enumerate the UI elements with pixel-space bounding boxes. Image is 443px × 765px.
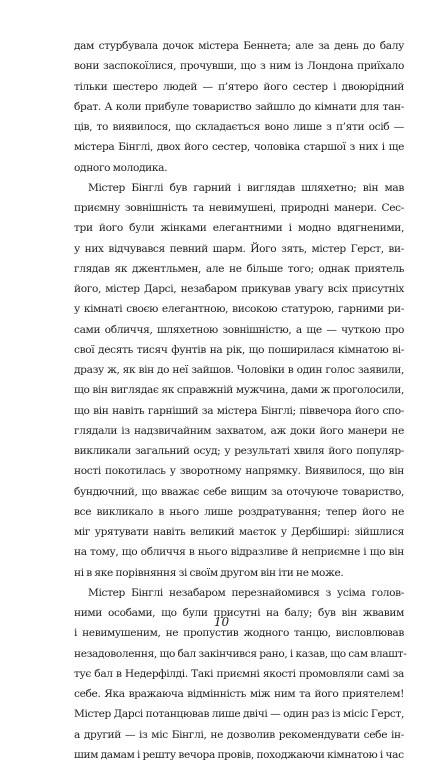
text-line: тільки шестеро людей — п’ятеро його сестер і двоюрідний: [74, 80, 404, 93]
text-line: викликали загальний осуд; у результаті хвиля його популяр-: [74, 445, 404, 457]
text-line: Містер Дарсі потанцював лише двічі — один раз із місіс Герст,: [74, 708, 404, 721]
text-line: Містер Бінглі незабаром перезнайомився з усіма голов-: [88, 586, 404, 599]
text-line: ні в яке порівняння зі своїм другом він іти не може.: [74, 566, 344, 579]
text-line: у кімнаті своєю елегантною, високою статурою, гарними ри-: [74, 303, 404, 316]
page-number: 10: [213, 615, 230, 629]
text-line: вони заспокоїлися, прочувши, що з ним із Лондона приїхало: [74, 60, 404, 73]
text-line: приємну зовнішність та невимушені, природні манери. Сес-: [74, 202, 404, 214]
text-line: на тому, що обличчя в нього відразливе й неприємне і що він: [74, 546, 404, 559]
text-line: дразу ж, як він до неї зайшов. Чоловіки в один голос заявили,: [74, 364, 404, 376]
text-line: ності покотилась у зворотному напрямку. Виявилося, що він: [74, 465, 404, 478]
text-line: сами обличчя, шляхетною зовнішністю, а ще — чуткою про: [74, 323, 404, 336]
text-line: у них відчувався певний шарм. Його зять, містер Герст, ви-: [74, 242, 404, 255]
text-line: брат. А коли прибуле товариство зайшло до кімнати для тан-: [74, 100, 404, 113]
text-line: ців, то виявилося, що складається воно лише з п’яти осіб —: [74, 121, 404, 133]
text-line: що він навіть гарніший за містера Бінглі; піввечора його спо-: [74, 404, 404, 417]
text-line: себе. Яка вражаюча відмінність між ним та його приятелем!: [74, 688, 404, 700]
text-line: Містер Бінглі був гарний і виглядав шляхетно; він мав: [88, 181, 404, 194]
text-line: незадоволення, що бал закінчився рано, і казав, що сам влашт-: [74, 647, 407, 660]
text-line: глядали із надзвичайним захватом, аж доки його манери не: [74, 424, 404, 437]
text-line: його, містер Дарсі, незабаром прикував увагу всіх присутніх: [74, 283, 404, 295]
text-line: ними особами, що були присутні на балу; був він жвавим: [74, 607, 404, 619]
paragraph: [74, 178, 404, 583]
text-line: містера Бінглі, двох його сестер, чоловіка старшої з них і ще: [74, 141, 404, 154]
text-line: одного молодика.: [74, 161, 168, 174]
text-line: бундючний, що вважає себе вищим за оточуюче товариство,: [74, 485, 404, 498]
body-text: [74, 36, 407, 765]
text-line: три його були жінками елегантними і модно вдягненими,: [74, 222, 404, 235]
text-line: глядав як джентльмен, але не більше того; однак приятель: [74, 262, 404, 275]
text-line: що він виглядає як справжній мужчина, дами ж проголосили,: [74, 384, 404, 397]
text-line: тує бал в Недерфілді. Такі приємні якості промовляли самі за: [74, 667, 404, 680]
text-line: свої десять тисяч фунтів на рік, що поширилася кімнатою ві-: [74, 343, 404, 356]
text-line: і невимушеним, не пропустив жодного танцю, висловлював: [74, 627, 404, 640]
text-line: шим дамам і решту вечора провів, походжаючи кімнатою і час: [74, 748, 404, 761]
paragraph: [74, 583, 407, 765]
text-line: дам стурбувала дочок містера Беннета; але за день до балу: [74, 40, 404, 52]
text-line: а другий — із міс Бінглі, не дозволив рекомендувати себе ін-: [74, 728, 404, 741]
text-line: міг урятувати навіть великий маєток у Дербіширі: зійшлися: [74, 526, 404, 538]
text-line: все викликало в нього лише роздратування; тепер його не: [74, 505, 404, 518]
paragraph: [74, 36, 404, 178]
